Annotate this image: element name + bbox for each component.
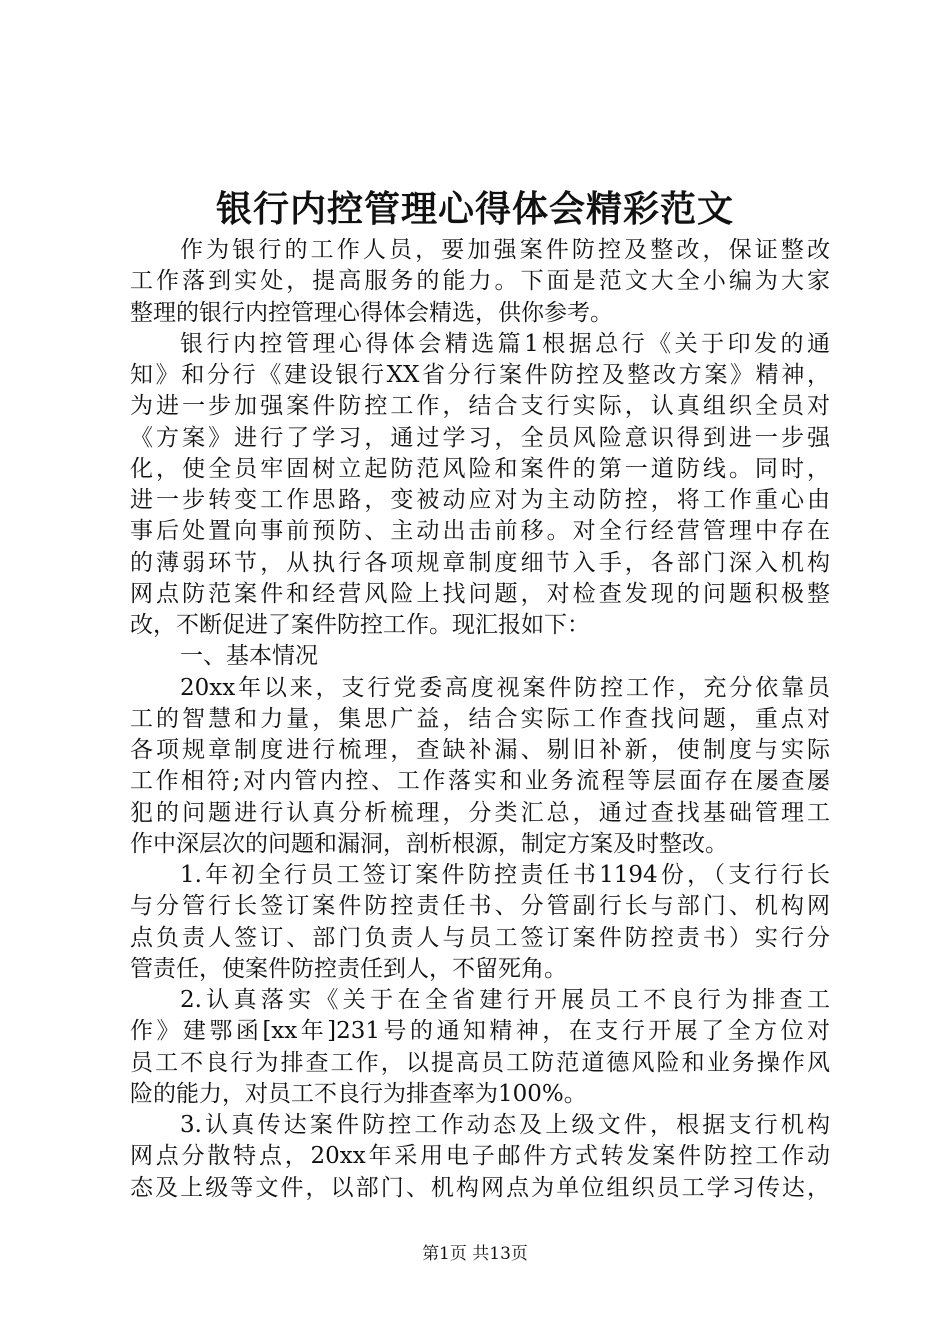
text-line: 工作落到实处，提高服务的能力。下面是范文大全小编为大家 <box>130 268 830 295</box>
text-line: 管责任，使案件防控责任到人，不留死角。 <box>130 955 567 982</box>
text-line: 1.年初全行员工签订案件防控责任书1194份，（支行行长 <box>180 862 830 888</box>
text-line: 作中深层次的问题和漏洞，剖析根源，制定方案及时整改。 <box>130 830 728 857</box>
text-line: 点负责人签订、部门负责人与员工签订案件防控责书）实行分 <box>130 924 830 951</box>
text-line: 知》和分行《建设银行XX省分行案件防控及整改方案》精神， <box>130 362 830 388</box>
text-line: 2.认真落实《关于在全省建行开展员工不良行为排查工 <box>180 987 830 1013</box>
text-line: 各项规章制度进行梳理，查缺补漏、剔旧补新，使制度与实际 <box>130 737 830 763</box>
text-line: 20xx年以来，支行党委高度视案件防控工作，充分依靠员 <box>180 674 830 701</box>
document-body <box>130 235 830 1204</box>
text-line: 网点防范案件和经营风险上找问题，对检查发现的问题积极整 <box>130 580 830 607</box>
text-line: 员工不良行为排查工作，以提高员工防范道德风险和业务操作风 <box>130 1049 830 1076</box>
text-line: 作》建鄂函[xx年]231号的通知精神，在支行开展了全方位对 <box>130 1018 830 1045</box>
text-line: 的薄弱环节，从执行各项规章制度细节入手，各部门深入机构 <box>130 549 830 576</box>
text-line: 工作相符;对内管内控、工作落实和业务流程等层面存在屡查屡 <box>130 768 830 795</box>
section-heading: 一、基本情况 <box>180 643 318 670</box>
text-line: 网点分散特点，20xx年采用电子邮件方式转发案件防控工作动 <box>130 1143 830 1170</box>
text-line: 化，使全员牢固树立起防范风险和案件的第一道防线。同时， <box>130 455 830 482</box>
text-line: 改，不断促进了案件防控工作。现汇报如下： <box>130 612 590 638</box>
text-line: 银行内控管理心得体会精选篇1根据总行《关于印发的通 <box>180 330 830 357</box>
text-line: 进一步转变工作思路，变被动应对为主动防控，将工作重心由 <box>130 487 830 513</box>
text-line: 事后处置向事前预防、主动出击前移。对全行经营管理中存在 <box>130 518 830 545</box>
text-line: 3.认真传达案件防控工作动态及上级文件，根据支行机构 <box>180 1112 830 1138</box>
text-line: 为进一步加强案件防控工作，结合支行实际，认真组织全员对 <box>130 393 830 420</box>
text-line: 工的智慧和力量，集思广益，结合实际工作查找问题，重点对 <box>130 705 830 732</box>
text-line: 险的能力，对员工不良行为排查率为100%。 <box>130 1080 587 1107</box>
text-line: 作为银行的工作人员，要加强案件防控及整改，保证整改 <box>180 237 830 263</box>
text-line: 犯的问题进行认真分析梳理，分类汇总，通过查找基础管理工 <box>130 799 830 826</box>
text-line: 整理的银行内控管理心得体会精选，供你参考。 <box>130 299 613 326</box>
text-line: 态及上级等文件，以部门、机构网点为单位组织员工学习传达， <box>130 1174 830 1201</box>
document-title: 银行内控管理心得体会精彩范文 <box>215 188 734 230</box>
text-line: 《方案》进行了学习，通过学习，全员风险意识得到进一步强 <box>130 424 830 451</box>
text-line: 与分管行长签订案件防控责任书、分管副行长与部门、机构网 <box>130 893 830 920</box>
page-footer: 第1页 共13页 <box>422 1244 528 1264</box>
